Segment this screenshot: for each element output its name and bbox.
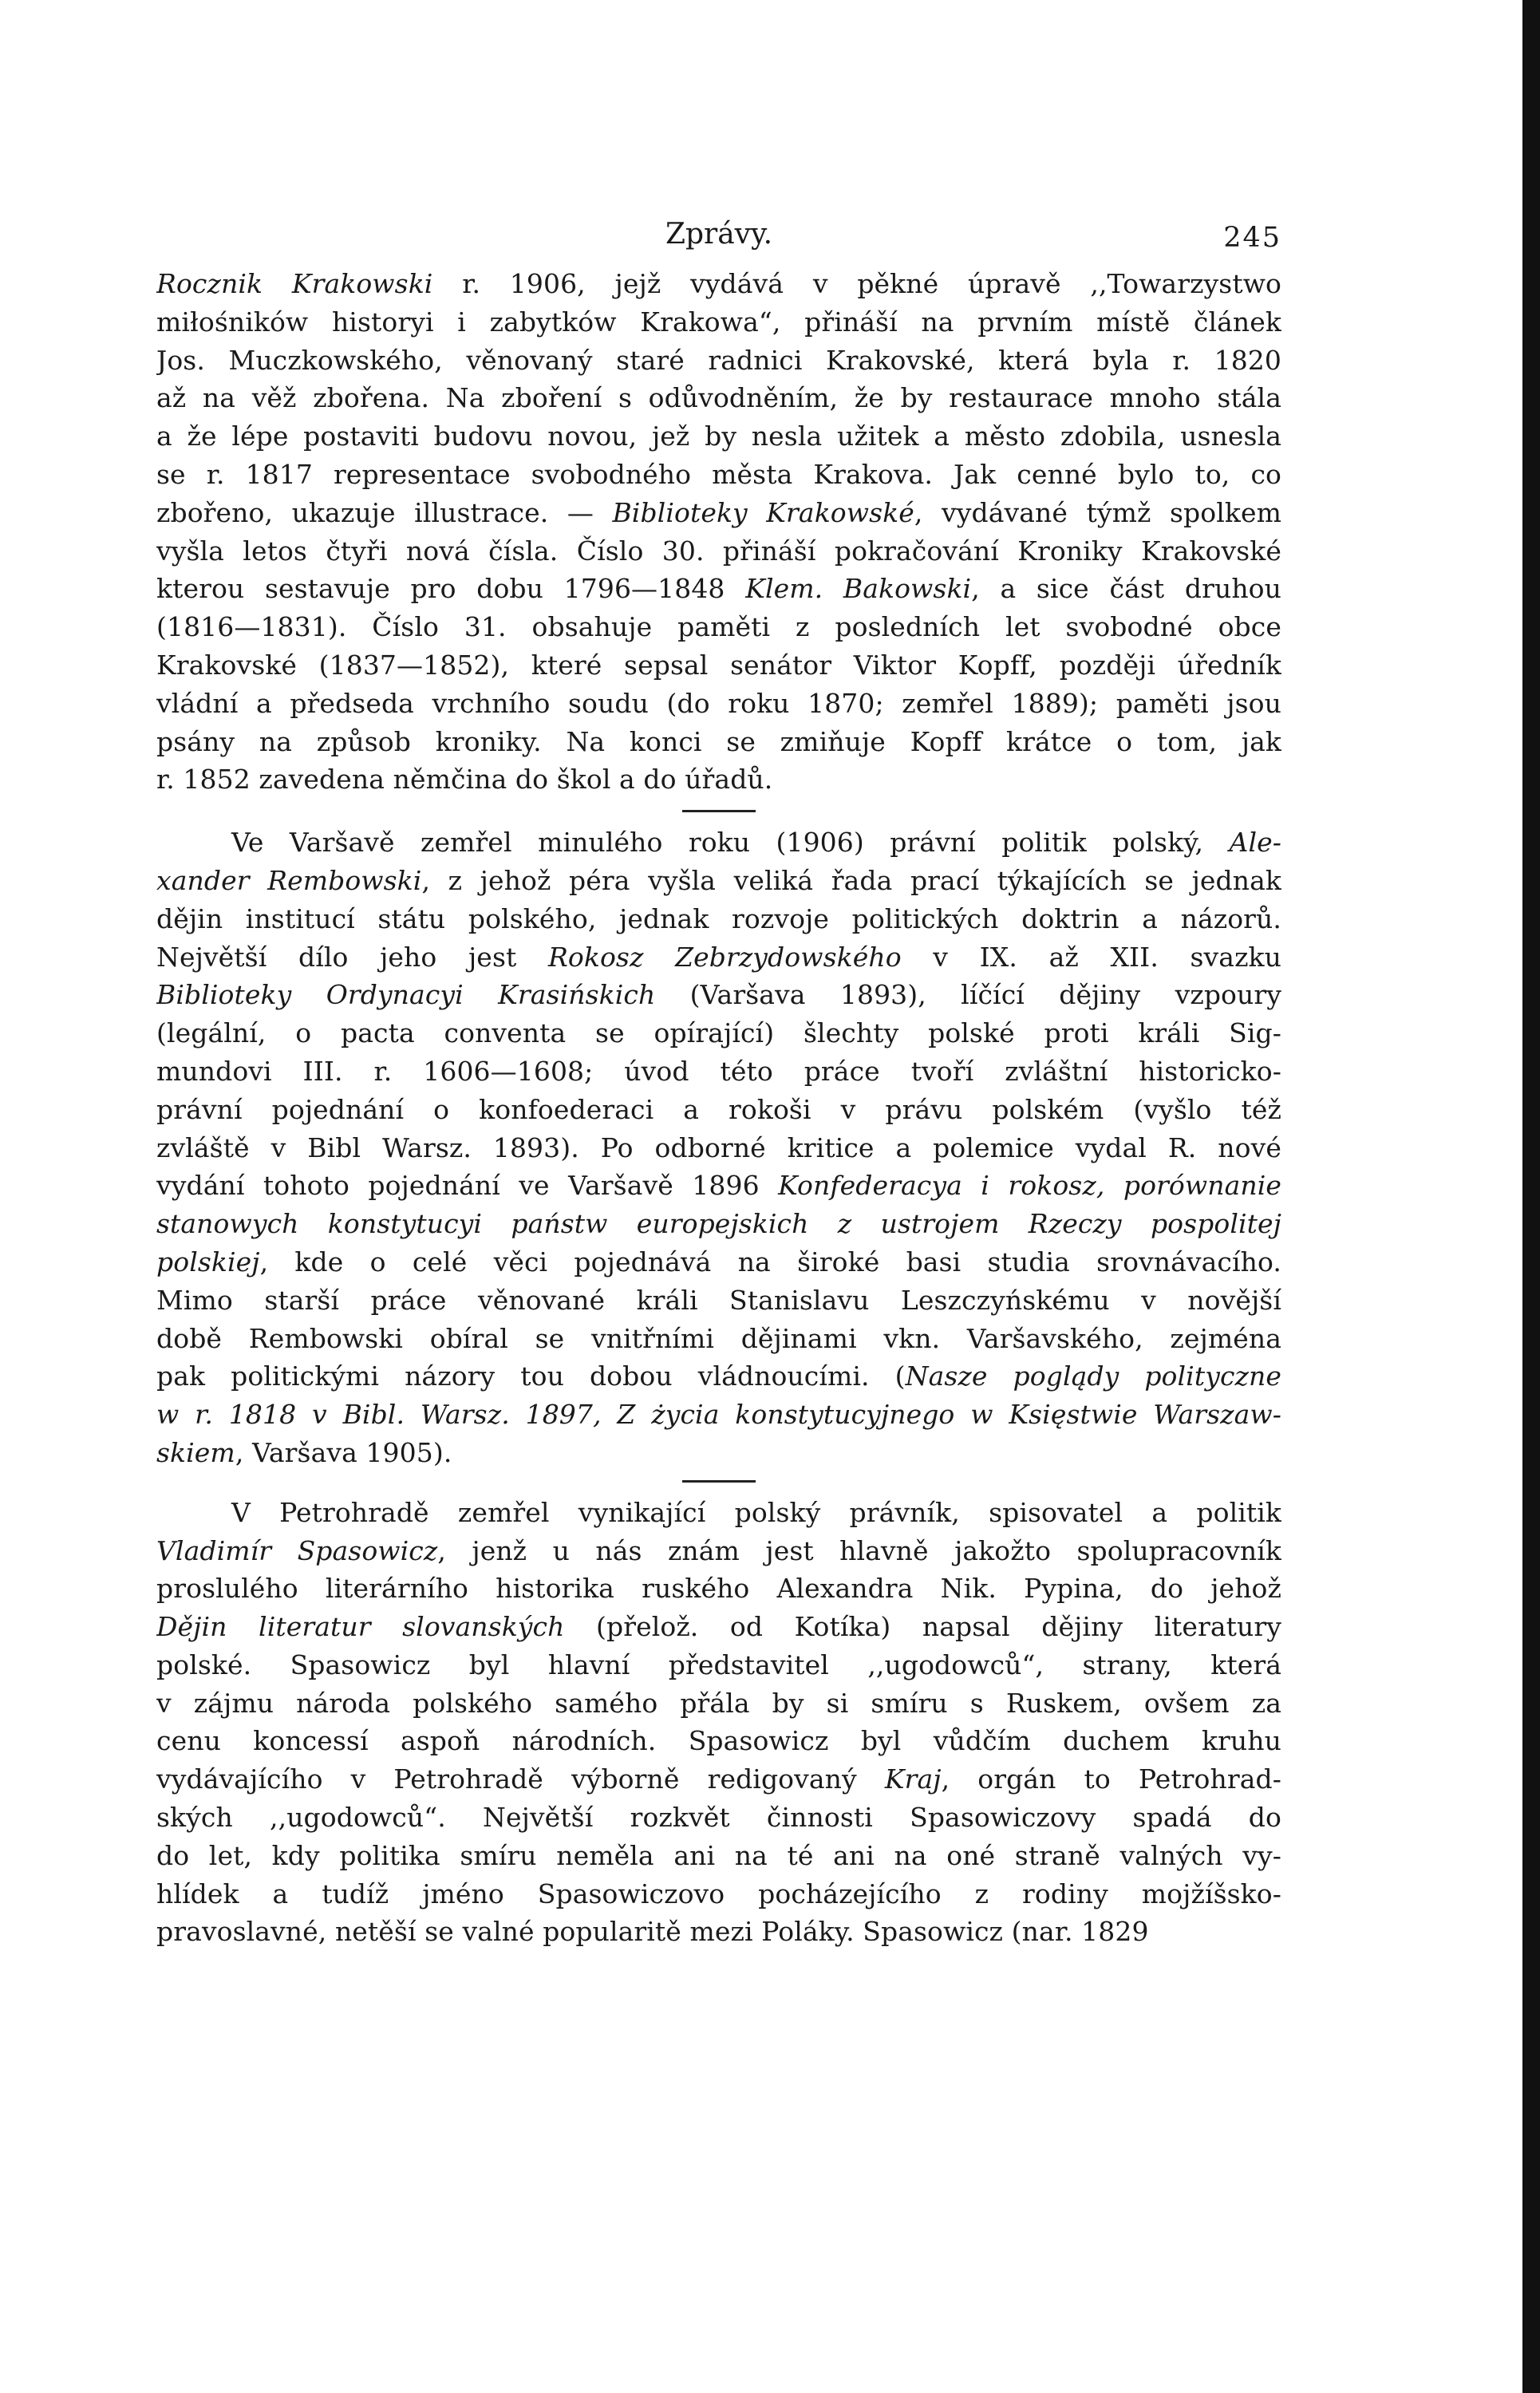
- text-line: [156, 823, 1281, 862]
- section-divider: [682, 1480, 756, 1483]
- text-run: v zájmu národa polského samého přála by si smíru s Ruskem, ovšem za: [156, 1687, 1281, 1719]
- text-line: [156, 1396, 1281, 1434]
- news-item-rembowski: [156, 823, 1281, 1472]
- text-line: [156, 1760, 1281, 1799]
- text-run: dějin institucí státu polského, jednak rozvoje politických doktrin a názorů.: [156, 902, 1281, 934]
- text-line: [156, 1570, 1281, 1608]
- text-line: [156, 265, 1281, 303]
- text-run: Jos. Muczkowského, věnovaný staré radnici Krakovské, která byla r. 1820: [156, 344, 1281, 376]
- text-run: r. 1852 zavedena němčina do škol a do úřadů.: [156, 764, 773, 796]
- text-line: [156, 532, 1281, 571]
- text-line: [156, 570, 1281, 608]
- text-line: [156, 1722, 1281, 1760]
- text-run: , Varšava 1905).: [235, 1436, 452, 1468]
- text-run: proslulého literárního historika ruského Alexandra Nik. Pypina, do jehož: [156, 1573, 1281, 1605]
- book-page: [156, 215, 1281, 1951]
- text-run: polské. Spasowicz byl hlavní představitel ,,ugodowců“, strany, která: [156, 1649, 1281, 1680]
- text-line: [156, 862, 1281, 900]
- text-line: [156, 1052, 1281, 1091]
- text-line: [156, 1243, 1281, 1281]
- page-title: Zprávy.: [665, 218, 773, 251]
- text-line: [156, 1646, 1281, 1684]
- text-line: [156, 1091, 1281, 1129]
- text-run: Ve Varšavě zemřel minulého roku (1906) právní politik polský,: [231, 827, 1230, 859]
- text-line: [156, 1014, 1281, 1052]
- text-run: , jenž u nás znám jest hlavně jakožto spolupracovník: [437, 1534, 1281, 1566]
- italic-text: skiem: [156, 1436, 235, 1468]
- text-run: kterou sestavuje pro dobu 1796—1848: [156, 573, 746, 605]
- text-line: [156, 760, 1281, 799]
- text-run: V Petrohradě zemřel vynikající polský právník, spisovatel a politik: [231, 1496, 1281, 1528]
- page-number: 245: [1223, 222, 1281, 254]
- text-run: (1816—1831). Číslo 31. obsahuje paměti z posledních let svobodné obce: [156, 611, 1281, 643]
- text-run: , vydávané týmž spolkem: [914, 496, 1281, 528]
- text-run: zbořeno, ukazuje illustrace. —: [156, 496, 613, 528]
- text-run: vydávajícího v Petrohradě výborně redigovaný: [156, 1763, 885, 1795]
- text-line: [156, 1913, 1281, 1951]
- text-run: , orgán to Petrohrad-: [941, 1763, 1281, 1795]
- news-item-rocznik-krakowski: [156, 265, 1281, 799]
- text-run: zvláště v Bibl Warsz. 1893). Po odborné kritice a polemice vydal R. nové: [156, 1131, 1281, 1163]
- text-line: [156, 1532, 1281, 1570]
- text-run: době Rembowski obíral se vnitřními dějinami vkn. Varšavského, zejména: [156, 1322, 1281, 1354]
- text-run: miłośników historyi i zabytków Krakowa“, přináší na prvním místě článek: [156, 306, 1281, 338]
- text-line: [156, 1837, 1281, 1875]
- text-run: , kde o celé věci pojednává na široké basi studia srovnávacího.: [259, 1246, 1281, 1277]
- italic-text: Ale-: [1229, 827, 1281, 859]
- text-line: [156, 1281, 1281, 1320]
- text-line: [156, 900, 1281, 938]
- italic-text: stanowych konstytucyi państw europejskich z ustrojem Rzeczy pospolitej: [156, 1208, 1281, 1240]
- text-run: psány na způsob kroniky. Na konci se zmiňuje Kopff krátce o tom, jak: [156, 725, 1281, 757]
- text-run: pak politickými názory tou dobou vládnoucími. (: [156, 1360, 906, 1392]
- text-line: [156, 417, 1281, 456]
- text-line: [156, 1167, 1281, 1205]
- text-line: [156, 938, 1281, 977]
- italic-text: Rokosz Zebrzydowského: [547, 941, 902, 973]
- text-run: mundovi III. r. 1606—1608; úvod této práce tvoří zvláštní historicko-: [156, 1055, 1281, 1087]
- text-line: [156, 303, 1281, 342]
- italic-text: Nasze poglądy polityczne: [905, 1360, 1281, 1392]
- text-run: se r. 1817 representace svobodného města Krakova. Jak cenné bylo to, co: [156, 458, 1281, 490]
- italic-text: w r. 1818 v Bibl. Warsz. 1897, Z życia konstytucyjnego w Księstwie Warszaw-: [156, 1399, 1281, 1431]
- text-run: , a sice část druhou: [971, 573, 1281, 605]
- text-run: právní pojednání o konfoederaci a rokoši v právu polském (vyšlo též: [156, 1093, 1281, 1125]
- text-line: [156, 1129, 1281, 1167]
- text-line: [156, 685, 1281, 723]
- scan-border: [1522, 0, 1540, 2393]
- italic-text: Vladimír Spasowicz: [156, 1534, 438, 1566]
- italic-text: xander Rembowski: [156, 864, 422, 896]
- text-line: [156, 723, 1281, 761]
- text-run: hlídek a tudíž jméno Spasowiczovo pocházejícího z rodiny mojžíšsko-: [156, 1878, 1281, 1909]
- text-line: [156, 379, 1281, 417]
- text-run: vládní a předseda vrchního soudu (do roku 1870; zemřel 1889); paměti jsou: [156, 687, 1281, 719]
- italic-text: Biblioteky Ordynacyi Krasińskich: [156, 979, 656, 1011]
- text-run: , z jehož péra vyšla veliká řada prací týkajících se jednak: [421, 864, 1281, 896]
- text-line: [156, 456, 1281, 494]
- text-run: vyšla letos čtyři nová čísla. Číslo 30. přináší pokračování Kroniky Krakovské: [156, 535, 1281, 567]
- news-item-spasowicz: [156, 1494, 1281, 1952]
- text-line: [156, 976, 1281, 1014]
- text-line: [156, 1357, 1281, 1396]
- text-run: cenu koncessí aspoň národních. Spasowicz byl vůdčím duchem kruhu: [156, 1725, 1281, 1757]
- italic-text: Biblioteky Krakowské: [612, 496, 914, 528]
- text-line: [156, 1684, 1281, 1723]
- text-run: Největší dílo jeho jest: [156, 941, 548, 973]
- italic-text: Konfederacya i rokosz, porównanie: [778, 1170, 1281, 1202]
- section-divider: [682, 810, 756, 812]
- text-line: [156, 608, 1281, 646]
- text-run: (přelož. od Kotíka) napsal dějiny literatury: [564, 1611, 1281, 1643]
- text-line: [156, 646, 1281, 685]
- running-head: [156, 215, 1281, 263]
- italic-text: Klem. Bakowski: [745, 573, 972, 605]
- italic-text: Dějin literatur slovanských: [156, 1611, 565, 1643]
- text-run: Krakovské (1837—1852), které sepsal senátor Viktor Kopff, později úředník: [156, 649, 1281, 681]
- text-run: a že lépe postaviti budovu novou, jež by nesla užitek a město zdobila, usnesla: [156, 421, 1281, 452]
- text-run: do let, kdy politika smíru neměla ani na té ani na oné straně valných vy-: [156, 1839, 1281, 1871]
- text-line: [156, 1799, 1281, 1837]
- italic-text: polskiej: [156, 1246, 260, 1277]
- text-run: v IX. až XII. svazku: [901, 941, 1281, 973]
- text-run: ských ,,ugodowců“. Největší rozkvět činnosti Spasowiczovy spadá do: [156, 1802, 1281, 1834]
- text-line: [156, 1494, 1281, 1532]
- text-run: vydání tohoto pojednání ve Varšavě 1896: [156, 1170, 779, 1202]
- text-run: (Varšava 1893), líčící dějiny vzpoury: [655, 979, 1281, 1011]
- text-line: [156, 1320, 1281, 1358]
- text-line: [156, 1205, 1281, 1243]
- text-line: [156, 1608, 1281, 1646]
- text-line: [156, 494, 1281, 532]
- text-run: Mimo starší práce věnované králi Stanislavu Leszczyńskému v novější: [156, 1284, 1281, 1316]
- text-line: [156, 1875, 1281, 1913]
- italic-text: Kraj: [884, 1763, 942, 1795]
- italic-text: Rocznik Krakowski: [156, 268, 433, 299]
- text-run: r. 1906, jejž vydává v pěkné úpravě ,,Towarzystwo: [432, 268, 1281, 299]
- text-run: až na věž zbořena. Na zboření s odůvodněním, že by restaurace mnoho stála: [156, 382, 1281, 414]
- text-line: [156, 1434, 1281, 1472]
- text-line: [156, 342, 1281, 380]
- text-run: (legální, o pacta conventa se opírající) šlechty polské proti králi Sig-: [156, 1017, 1281, 1049]
- text-run: pravoslavné, netěší se valné popularitě mezi Poláky. Spasowicz (nar. 1829: [156, 1916, 1149, 1948]
